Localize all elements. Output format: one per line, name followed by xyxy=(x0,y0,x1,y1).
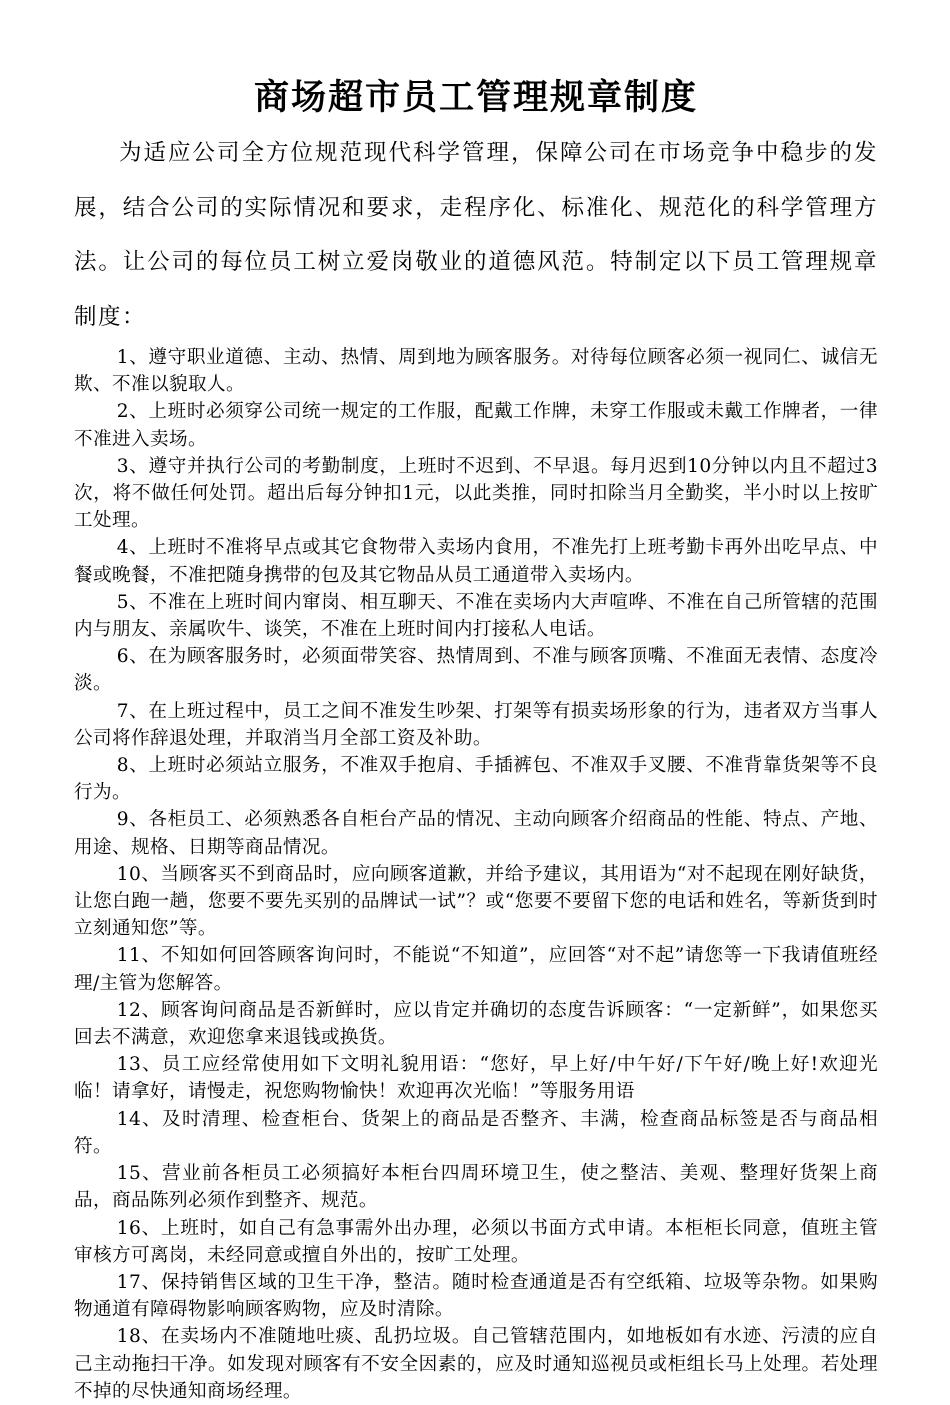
rule-item: 10、当顾客买不到商品时，应向顾客道歉，并给予建议，其用语为“对不起现在刚好缺货，让您白跑一趟，您要不要先买别的品牌试一试”？或“您要不要留下您的电话和姓名，等新货到时立刻通知您”等。 xyxy=(74,863,878,940)
rule-item: 9、各柜员工、必须熟悉各自柜台产品的情况、主动向顾客介绍商品的性能、特点、产地、用途、规格、日期等商品情况。 xyxy=(74,809,878,858)
rule-item: 4、上班时不准将早点或其它食物带入卖场内食用，不准先打上班考勤卡再外出吃早点、中餐或晚餐，不准把随身携带的包及其它物品从员工通道带入卖场内。 xyxy=(74,537,878,586)
rule-item: 18、在卖场内不准随地吐痰、乱扔垃圾。自己管辖范围内，如地板如有水迹、污渍的应自己主动拖扫干净。如发现对顾客有不安全因素的，应及时通知巡视员或柜组长马上处理。若处理不掉的尽快通知商场经理。 xyxy=(74,1326,878,1402)
rule-item: 2、上班时必须穿公司统一规定的工作服，配戴工作牌，未穿工作服或未戴工作牌者，一律不准进入卖场。 xyxy=(74,401,878,450)
rule-item: 11、不知如何回答顾客询问时，不能说“不知道”，应回答“对不起”请您等一下我请值班经理/主管为您解答。 xyxy=(74,945,878,994)
rule-item: 7、在上班过程中，员工之间不准发生吵架、打架等有损卖场形象的行为，违者双方当事人公司将作辞退处理，并取消当月全部工资及补助。 xyxy=(74,700,878,749)
rule-item: 13、员工应经常使用如下文明礼貌用语：“您好，早上好/中午好/下午好/晚上好!欢迎光临！请拿好，请慢走，祝您购物愉快！欢迎再次光临！”等服务用语 xyxy=(74,1054,878,1103)
rule-item: 15、营业前各柜员工必须搞好本柜台四周环境卫生，使之整洁、美观、整理好货架上商品，商品陈列必须作到整齐、规范。 xyxy=(74,1163,878,1212)
rule-item: 16、上班时，如自己有急事需外出办理，必须以书面方式申请。本柜柜长同意，值班主管审核方可离岗，未经同意或擅自外出的，按旷工处理。 xyxy=(74,1217,878,1266)
rule-item: 1、遵守职业道德、主动、热情、周到地为顾客服务。对待每位顾客必须一视同仁、诚信无欺、不准以貌取人。 xyxy=(74,347,878,396)
rule-item: 8、上班时必须站立服务，不准双手抱肩、手插裤包、不准双手叉腰、不准背靠货架等不良行为。 xyxy=(74,755,878,804)
rule-item: 5、不准在上班时间内窜岗、相互聊天、不准在卖场内大声喧哗、不准在自己所管辖的范围内与朋友、亲属吹牛、谈笑，不准在上班时间内打接私人电话。 xyxy=(74,591,878,641)
rule-item: 12、顾客询问商品是否新鲜时，应以肯定并确切的态度告诉顾客：“一定新鲜”，如果您买回去不满意，欢迎您拿来退钱或换货。 xyxy=(74,999,878,1049)
document-title: 商场超市员工管理规章制度 xyxy=(253,78,698,118)
rule-item: 6、在为顾客服务时，必须面带笑容、热情周到、不准与顾客顶嘴、不准面无表情、态度冷淡。 xyxy=(74,646,878,695)
rule-item: 14、及时清理、检查柜台、货架上的商品是否整齐、丰满，检查商品标签是否与商品相符。 xyxy=(74,1108,878,1157)
rule-item: 17、保持销售区域的卫生干净，整洁。随时检查通道是否有空纸箱、垃圾等杂物。如果购物通道有障碍物影响顾客购物，应及时清除。 xyxy=(74,1271,878,1321)
rule-item: 3、遵守并执行公司的考勤制度，上班时不迟到、不早退。每月迟到10分钟以内且不超过3次，将不做任何处罚。超出后每分钟扣1元，以此类推，同时扣除当月全勤奖，半小时以上按旷工处理。 xyxy=(74,455,878,532)
rules-list xyxy=(74,344,878,1405)
intro-paragraph: 为适应公司全方位规范现代科学管理，保障公司在市场竞争中稳步的发展，结合公司的实际情况和要求，走程序化、标准化、规范化的科学管理方法。让公司的每位员工树立爱岗敬业的道德风范。特制定以下员工管理规章制度： xyxy=(74,140,878,330)
document-page xyxy=(74,70,878,1405)
